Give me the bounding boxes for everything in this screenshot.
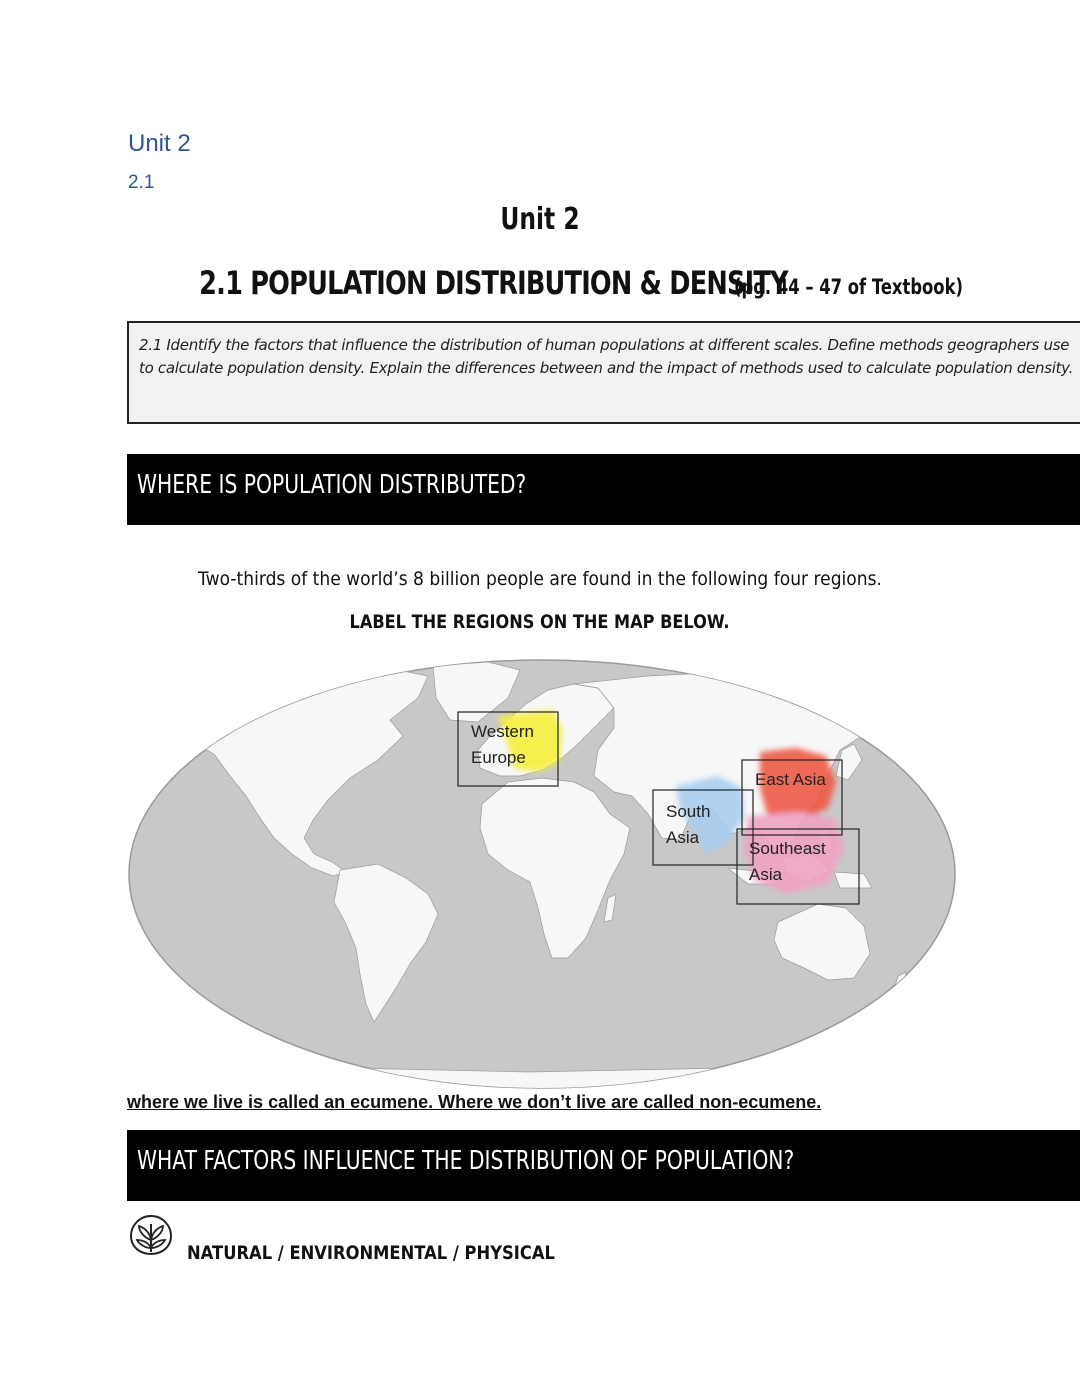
map-instruction (0, 611, 1080, 633)
label-southeast-asia-line1: Southeast (749, 839, 826, 858)
label-south-asia-line2: Asia (666, 828, 700, 847)
label-east-asia (755, 767, 826, 793)
label-western-europe-line2: Europe (471, 748, 526, 767)
learning-objective-box (127, 321, 1080, 424)
section-banner-factors (127, 1130, 1080, 1201)
leaf-icon (125, 1212, 177, 1263)
page-title-text: 2.1 POPULATION DISTRIBUTION & DENSITY (199, 264, 788, 302)
label-east-asia-line1: East Asia (755, 770, 826, 789)
label-southeast-asia (749, 836, 826, 888)
map-instruction-text: LABEL THE REGIONS ON THE MAP BELOW. (350, 611, 730, 633)
section-heading-factors: WHAT FACTORS INFLUENCE THE DISTRIBUTION OF POPULATION? (137, 1146, 795, 1176)
world-map-graphic (128, 658, 958, 1090)
antarctica (188, 1068, 908, 1090)
intro-sentence: Two-thirds of the world’s 8 billion people are found in the following four regions. (198, 568, 882, 590)
section-heading-distribution: WHERE IS POPULATION DISTRIBUTED? (137, 470, 527, 500)
header-unit: Unit 2 (128, 130, 191, 157)
page-title (0, 264, 1080, 302)
world-map (128, 658, 958, 1090)
page-unit-title: Unit 2 (500, 202, 580, 237)
label-southeast-asia-line2: Asia (749, 865, 783, 884)
factor-natural-label: NATURAL / ENVIRONMENTAL / PHYSICAL (187, 1242, 555, 1264)
header-section: 2.1 (128, 172, 155, 193)
label-south-asia (666, 799, 710, 851)
intro-text (0, 568, 1080, 590)
ecumene-note: where we live is called an ecumene. Where we don’t live are called non-ecumene. (127, 1092, 822, 1112)
textbook-reference: (pg. 44 – 47 of Textbook) (734, 275, 964, 299)
learning-objective-text: 2.1 Identify the factors that influence the distribution of human populations at different scales. Define methods geographers use to calculate population density. Explain the differences between and the impact of methods used to calculate population density. (139, 336, 1074, 377)
label-western-europe-line1: Western (471, 722, 534, 741)
section-banner-distribution (127, 454, 1080, 525)
label-south-asia-line1: South (666, 802, 711, 821)
label-western-europe (471, 719, 534, 771)
